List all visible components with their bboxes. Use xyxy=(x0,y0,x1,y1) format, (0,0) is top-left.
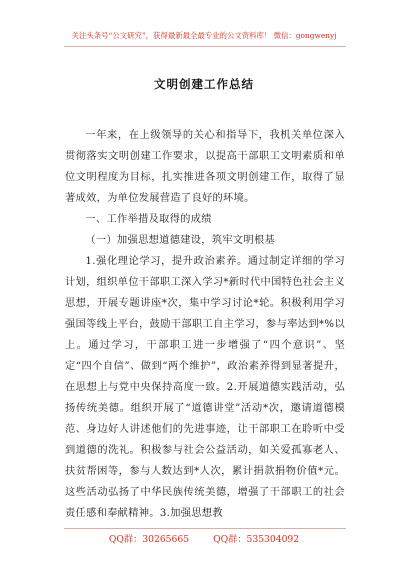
header-divider xyxy=(64,46,346,47)
subsection-heading: （一）加强思想道德建设，筑牢文明根基 xyxy=(85,235,276,246)
document-body xyxy=(65,125,345,524)
body-paragraph: 1.强化理论学习，提升政治素养。通过制定详细的学习计划，组织单位干部职工深入学习*新时代中国特色社会主义思想，开展专题讲座*次，集中学习讨论*轮。积极利用学习强国等线上平台，鼓励干部职工自主学习，参与率达到*%以上。通过学习，干部职工进一步增强了“四个意识”、坚定“四个自信”、做到“两个维护”，政治素养得到显著提升，在思想上与党中央保持高度一致。2.开展道德实践活动，弘扬传统美德。组织开展了“道德讲堂”活动*次，邀请道德模范、身边好人讲述他们的先进事迹，让干部职工在聆听中受到道德的洗礼。积极参与社会公益活动，如关爱孤寡老人、扶贫帮困等，参与人数达到*人次，累计捐款捐物价值*元。这些活动弘扬了中华民族传统美德，增强了干部职工的社会责任感和奉献精神。3.加强思想教 xyxy=(65,256,345,519)
footer-contact xyxy=(0,533,408,547)
document-title: 文明创建工作总结 xyxy=(154,77,254,91)
qq-group-2: QQ群：535304092 xyxy=(213,534,300,545)
footer-divider xyxy=(64,528,346,529)
promo-banner: 关注头条号“公文研究”，获得最新最全最专业的公文资料库！ 微信：gongwenyj xyxy=(71,31,337,40)
intro-paragraph: 一年来，在上级领导的关心和指导下，我机关单位深入贯彻落实文明创建工作要求，以提高干部职工文明素质和单位文明程度为目标，扎实推进各项文明创建工作，取得了显著成效，为单位发展营造了良好的环境。 xyxy=(65,130,345,204)
section-heading: 一、工作举措及取得的成绩 xyxy=(85,214,212,225)
qq-group-1: QQ群：30265665 xyxy=(108,534,190,545)
